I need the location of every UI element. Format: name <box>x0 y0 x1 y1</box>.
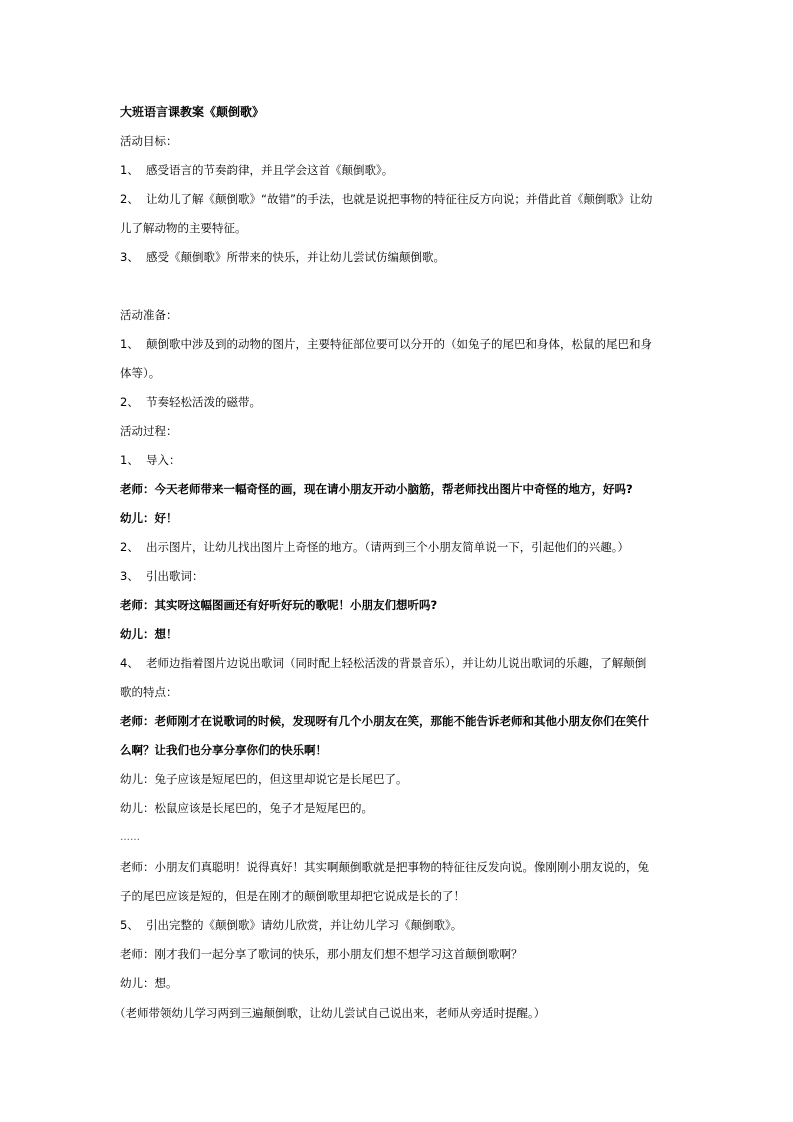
child-line: 幼儿：好！ <box>120 511 178 525</box>
step-text: 出示图片，让幼儿找出图片上奇怪的地方。（请两到三个小朋友简单说一下，引起他们的兴趣。） <box>146 540 629 554</box>
step-number: 3、 <box>120 569 139 583</box>
note-line: （老师带领幼儿学习两到三遍颠倒歌，让幼儿尝试自己说出来，老师从旁适时提醒。） <box>114 1006 546 1020</box>
goal-item-3 <box>120 249 680 265</box>
prep-text: 颠倒歌中涉及到的动物的图片，主要特征部位要可以分开的（如兔子的尾巴和身体，松鼠的尾巴和身 <box>146 337 652 351</box>
doc-title: 大班语言课教案《颠倒歌》 <box>120 105 265 119</box>
prep-number: 1、 <box>120 337 139 351</box>
step-text: 引出完整的《颠倒歌》请幼儿欣赏，并让幼儿学习《颠倒歌》。 <box>146 918 463 932</box>
step-3 <box>120 568 680 584</box>
goals-heading: 活动目标： <box>120 134 178 148</box>
step-number: 2、 <box>120 540 139 554</box>
goal-text: 感受语言的节奏韵律，并且学会这首《颠倒歌》。 <box>146 163 394 177</box>
goal-text: 儿了解动物的主要特征。 <box>120 221 247 235</box>
step-number: 4、 <box>120 656 139 670</box>
child-line: 幼儿：兔子应该是短尾巴的，但这里却说它是长尾巴了。 <box>120 772 408 786</box>
step-2 <box>120 539 680 555</box>
ellipsis: …… <box>120 832 140 843</box>
prep-item-1 <box>120 336 680 352</box>
step-text: 引出歌词： <box>146 569 204 583</box>
goal-number: 1、 <box>120 163 139 177</box>
step-4 <box>120 655 680 671</box>
goal-item-2 <box>120 191 680 207</box>
prep-heading: 活动准备： <box>120 308 178 322</box>
teacher-line: 老师：小朋友们真聪明！说得真好！其实啊颠倒歌就是把事物的特征往反发向说。像刚刚小朋友说的，兔 <box>120 860 649 874</box>
goal-text: 让幼儿了解《颠倒歌》“故错”的手法，也就是说把事物的特征往反方向说；并借此首《颠倒歌》让幼 <box>146 192 653 206</box>
prep-text: 节奏轻松活泼的磁带。 <box>146 395 261 409</box>
process-heading: 活动过程： <box>120 424 178 438</box>
teacher-line-cont: 么啊？让我们也分享分享你们的快乐啊！ <box>120 743 327 757</box>
child-line: 幼儿：想！ <box>120 627 178 641</box>
prep-item-2 <box>120 394 680 410</box>
step-4-cont: 歌的特点： <box>120 685 178 699</box>
prep-item-1-cont <box>120 365 680 381</box>
teacher-line: 老师：刚才我们一起分享了歌词的快乐，那小朋友们想不想学习这首颠倒歌啊？ <box>120 947 523 961</box>
teacher-line-cont: 子的尾巴应该是短的，但是在刚才的颠倒歌里却把它说成是长的了！ <box>120 889 465 903</box>
step-text: 老师边指着图片边说出歌词（同时配上轻松活泼的背景音乐），并让幼儿说出歌词的乐趣，了解颠倒 <box>146 656 647 670</box>
child-line: 幼儿：想。 <box>120 976 178 990</box>
step-1 <box>120 452 680 468</box>
teacher-line: 老师：今天老师带来一幅奇怪的画，现在请小朋友开动小脑筋，帮老师找出图片中奇怪的地方，好吗? <box>120 482 633 496</box>
step-number: 1、 <box>120 453 139 467</box>
goal-number: 2、 <box>120 192 139 206</box>
teacher-line: 老师：老师刚才在说歌词的时候，发现呀有几个小朋友在笑，那能不能告诉老师和其他小朋友你们在笑什 <box>120 714 649 728</box>
goal-item-2-cont <box>120 220 680 236</box>
goal-number: 3、 <box>120 250 139 264</box>
prep-text: 体等）。 <box>120 366 161 380</box>
step-number: 5、 <box>120 918 139 932</box>
teacher-line: 老师：其实呀这幅图画还有好听好玩的歌呢！小朋友们想听吗? <box>120 598 438 612</box>
child-line: 幼儿：松鼠应该是长尾巴的，兔子才是短尾巴的。 <box>120 801 373 815</box>
prep-number: 2、 <box>120 395 139 409</box>
step-5 <box>120 917 680 933</box>
goal-item-1 <box>120 162 680 178</box>
step-text: 导入： <box>146 453 181 467</box>
goal-text: 感受《颠倒歌》所带来的快乐，并让幼儿尝试仿编颠倒歌。 <box>146 250 445 264</box>
